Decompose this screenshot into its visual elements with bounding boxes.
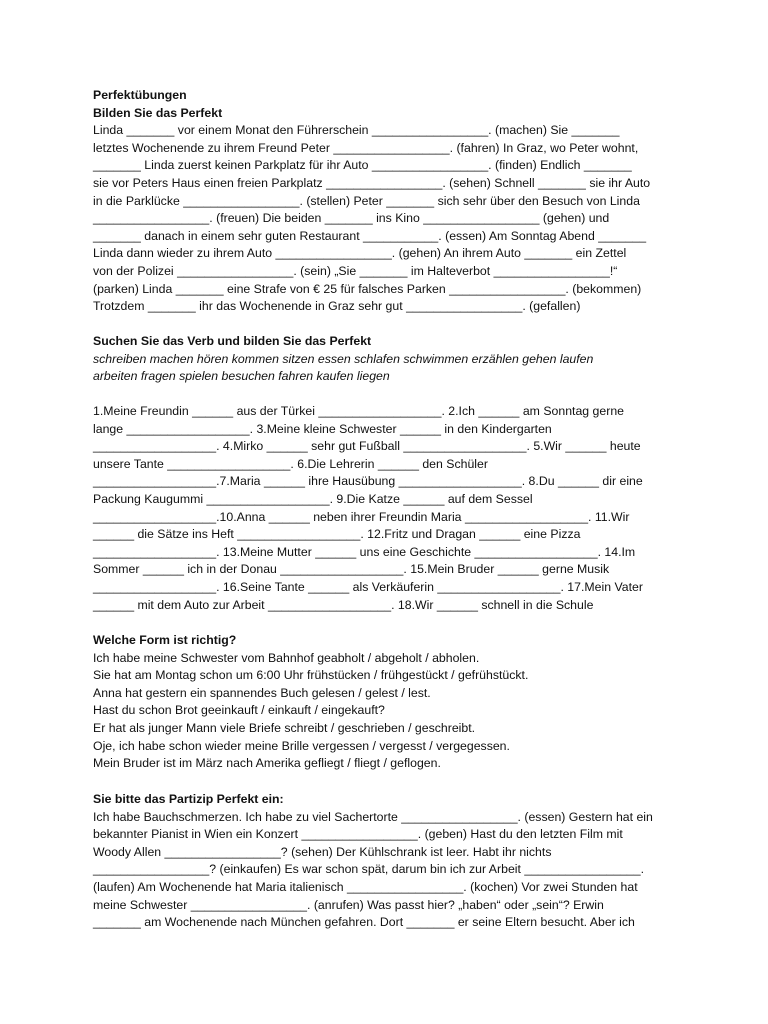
text-line: Mein Bruder ist im März nach Amerika gefliegt / fliegt / geflogen.	[93, 756, 441, 771]
text-line: ______ die Sätze ins Heft __________________. 12.Fritz und Dragan ______ eine Pizza	[93, 527, 581, 542]
text-line: __________________.7.Maria ______ ihre Hausübung __________________. 8.Du ______ dir eine	[93, 474, 643, 489]
text-line: Sommer ______ ich in der Donau __________________. 15.Mein Bruder ______ gerne Musik	[93, 562, 610, 577]
text-line: _______ Linda zuerst keinen Parkplatz für ihr Auto _________________. (finden) Endlich _______	[93, 158, 632, 173]
text-line: lange __________________. 3.Meine kleine Schwester ______ in den Kindergarten	[93, 421, 552, 436]
text-line: Ich habe meine Schwester vom Bahnhof geabholt / abgeholt / abholen.	[93, 650, 480, 665]
text-line: schreiben machen hören kommen sitzen essen schlafen schwimmen erzählen gehen laufen	[93, 351, 594, 366]
section-saetze	[93, 403, 693, 614]
text-line: sie vor Peters Haus einen freien Parkplatz _________________. (sehen) Schnell _______ sie ihr Auto	[93, 175, 651, 190]
text-line: Anna hat gestern ein spannendes Buch gelesen / gelest / lest.	[93, 685, 431, 700]
section-richtige-form	[93, 632, 693, 773]
text-line: Linda dann wieder zu ihrem Auto _________________. (gehen) An ihrem Auto _______ ein Zettel	[93, 246, 627, 261]
text-line: __________________. 13.Meine Mutter ______ uns eine Geschichte __________________. 14.Im	[93, 544, 636, 559]
text-line: Er hat als junger Mann viele Briefe schreibt / geschrieben / geschreibt.	[93, 720, 476, 735]
text-line: bekannter Pianist in Wien ein Konzert _________________. (geben) Hast du den letzten Film mit	[93, 827, 623, 842]
text-line: _______ danach in einem sehr guten Restaurant ___________. (essen) Am Sonntag Abend _______	[93, 228, 647, 243]
text-line: Trotzdem _______ ihr das Wochenende in Graz sehr gut _________________. (gefallen)	[93, 299, 581, 314]
section-heading: Welche Form ist richtig?	[93, 633, 237, 647]
text-line: Linda _______ vor einem Monat den Führerschein _________________. (machen) Sie _______	[93, 123, 620, 138]
text-line: von der Polizei _________________. (sein) „Sie _______ im Halteverbot _________________!“	[93, 263, 618, 278]
section-perfekt-bilden	[93, 87, 693, 316]
text-line: __________________. 4.Mirko ______ sehr gut Fußball __________________. 5.Wir ______ heute	[93, 439, 641, 454]
text-line: Packung Kaugummi __________________. 9.Die Katze ______ auf dem Sessel	[93, 491, 533, 506]
section-heading: Sie bitte das Partizip Perfekt ein:	[93, 792, 284, 806]
text-line: Woody Allen _________________? (sehen) Der Kühlschrank ist leer. Habt ihr nichts	[93, 844, 552, 859]
text-line: (laufen) Am Wochenende hat Maria italienisch _________________. (kochen) Vor zwei Stunden hat	[93, 879, 638, 894]
text-line: Bilden Sie das Perfekt	[93, 105, 223, 120]
text-line: ______ mit dem Auto zur Arbeit __________________. 18.Wir ______ schnell in die Schule	[93, 597, 594, 612]
section-verb-liste	[93, 333, 693, 386]
text-line: Sie hat am Montag schon um 6:00 Uhr frühstücken / frühgestückt / gefrühstückt.	[93, 668, 529, 683]
text-line: _______ am Wochenende nach München gefahren. Dort _______ er seine Eltern besucht. Aber ich	[93, 915, 635, 930]
text-line: letztes Wochenende zu ihrem Freund Peter _________________. (fahren) In Graz, wo Peter wohnt,	[93, 140, 639, 155]
text-line: __________________. 16.Seine Tante ______ als Verkäuferin __________________. 17.Mein Vater	[93, 579, 643, 594]
text-line: meine Schwester _________________. (anrufen) Was passt hier? „haben“ oder „sein“? Erwin	[93, 897, 604, 912]
text-line: Hast du schon Brot geeinkauft / einkauft / eingekauft?	[93, 703, 385, 718]
section-heading: Perfektübungen	[93, 88, 187, 102]
text-line: 1.Meine Freundin ______ aus der Türkei __________________. 2.Ich ______ am Sonntag gerne	[93, 404, 624, 418]
text-line: Ich habe Bauchschmerzen. Ich habe zu viel Sachertorte _________________. (essen) Gestern hat ein	[93, 809, 653, 824]
text-line: (parken) Linda _______ eine Strafe von € 25 für falsches Parken _________________. (bekommen)	[93, 281, 642, 296]
section-partizip	[93, 791, 693, 932]
text-line: _________________. (freuen) Die beiden _______ ins Kino _________________ (gehen) und	[93, 211, 610, 226]
text-line: in die Parklücke _________________. (stellen) Peter _______ sich sehr über den Besuch von Linda	[93, 193, 640, 208]
text-line: arbeiten fragen spielen besuchen fahren kaufen liegen	[93, 369, 390, 384]
text-line: Oje, ich habe schon wieder meine Brille vergessen / vergesst / vergegessen.	[93, 738, 510, 753]
text-line: _________________? (einkaufen) Es war schon spät, darum bin ich zur Arbeit _________________.	[93, 862, 645, 877]
text-line: __________________.10.Anna ______ neben ihrer Freundin Maria __________________. 11.Wir	[93, 509, 630, 524]
text-line: unsere Tante __________________. 6.Die Lehrerin ______ den Schüler	[93, 456, 488, 471]
section-heading: Suchen Sie das Verb und bilden Sie das Perfekt	[93, 334, 372, 348]
